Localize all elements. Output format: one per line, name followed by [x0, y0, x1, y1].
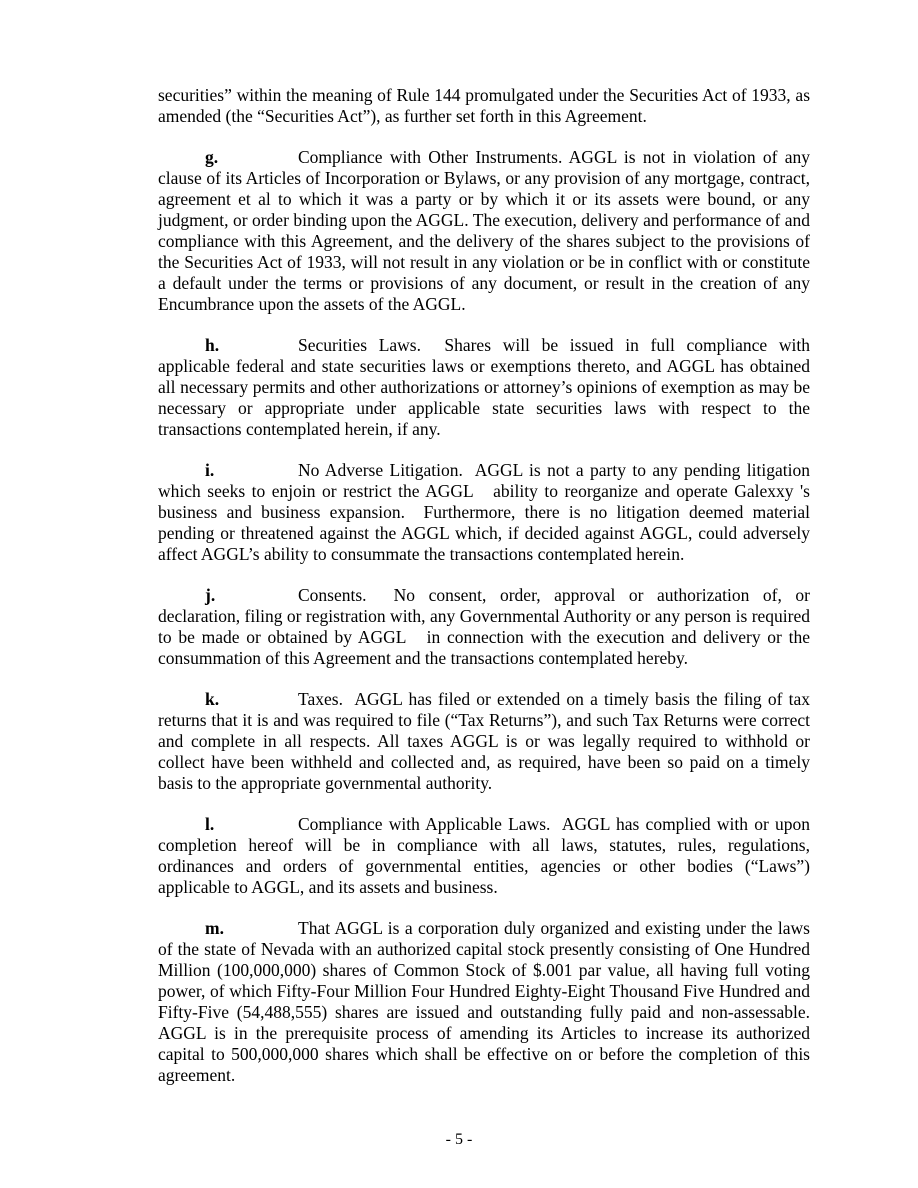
paragraph-text: Compliance with Applicable Laws. AGGL has complied with or upon completion hereof will be in compliance with all laws, statutes, rules, regulations, ordinances and orders of governmental entities, agencies or other bodies (“Laws”) applicable to AGGL, and its assets and business.	[158, 814, 810, 897]
paragraph-text: That AGGL is a corporation duly organized and existing under the laws of the state of Nevada with an authorized capital stock presently consisting of One Hundred Million (100,000,000) shares of Common Stock of $.001 par value, all having full voting power, of which Fifty-Four Million Four Hundred Eighty-Eight Thousand Five Hundred and Fifty-Five (54,488,555) shares are issued and outstanding fully paid and non-assessable. AGGL is in the prerequisite process of amending its Articles to increase its authorized capital to 500,000,000 shares which shall be effective on or before the completion of this agreement.	[158, 918, 810, 1085]
clause-label-box	[205, 335, 298, 356]
clause-label: l.	[205, 814, 215, 834]
clause-label: h.	[205, 335, 220, 355]
paragraph-clause-k	[158, 689, 810, 794]
clause-label-box	[205, 689, 298, 710]
paragraph-continuation	[158, 85, 810, 127]
paragraph-clause-h	[158, 335, 810, 440]
clause-label-box	[205, 814, 298, 835]
paragraph-text: Securities Laws. Shares will be issued in full compliance with applicable federal and state securities laws or exemptions thereto, and AGGL has obtained all necessary permits and other authorizations or attorney’s opinions of exemption as may be necessary or appropriate under applicable state securities laws with respect to the transactions contemplated herein, if any.	[158, 335, 810, 439]
clause-label: g.	[205, 147, 219, 167]
paragraph-clause-i	[158, 460, 810, 565]
paragraph-text: Taxes. AGGL has filed or extended on a timely basis the filing of tax returns that it is and was required to file (“Tax Returns”), and such Tax Returns were correct and complete in all respects. All taxes AGGL is or was legally required to withhold or collect have been withheld and collected and, as required, have been so paid on a timely basis to the appropriate governmental authority.	[158, 689, 810, 793]
paragraph-text: No Adverse Litigation. AGGL is not a party to any pending litigation which seeks to enjoin or restrict the AGGL ability to reorganize and operate Galexxy 's business and business expansion. Furthermore, there is no litigation deemed material pending or threatened against the AGGL which, if decided against AGGL, could adversely affect AGGL’s ability to consummate the transactions contemplated herein.	[158, 460, 810, 564]
paragraph-text: Consents. No consent, order, approval or authorization of, or declaration, filing or registration with, any Governmental Authority or any person is required to be made or obtained by AGGL in connection with the execution and delivery or the consummation of this Agreement and the transactions contemplated hereby.	[158, 585, 810, 668]
clause-label: k.	[205, 689, 220, 709]
paragraph-clause-l	[158, 814, 810, 898]
clause-label-box	[205, 918, 298, 939]
paragraph-text: Compliance with Other Instruments. AGGL is not in violation of any clause of its Articles of Incorporation or Bylaws, or any provision of any mortgage, contract, agreement et al to which it was a party or by which it or its assets were bound, or any judgment, or order binding upon the AGGL. The execution, delivery and performance of and compliance with this Agreement, and the delivery of the shares subject to the provisions of the Securities Act of 1933, will not result in any violation or be in conflict with or constitute a default under the terms or provisions of any document, or result in the creation of any Encumbrance upon the assets of the AGGL.	[158, 147, 810, 314]
clause-label: i.	[205, 460, 215, 480]
paragraph-text: securities” within the meaning of Rule 144 promulgated under the Securities Act of 1933, as amended (the “Securities Act”), as further set forth in this Agreement.	[158, 85, 810, 126]
clause-label: j.	[205, 585, 216, 605]
clause-label: m.	[205, 918, 224, 938]
clause-label-box	[205, 585, 298, 606]
paragraph-clause-j	[158, 585, 810, 669]
paragraph-clause-m	[158, 918, 810, 1086]
paragraph-clause-g	[158, 147, 810, 315]
page-body	[158, 85, 810, 1106]
clause-label-box	[205, 460, 298, 481]
page-number: - 5 -	[445, 1131, 473, 1148]
clause-label-box	[205, 147, 298, 168]
